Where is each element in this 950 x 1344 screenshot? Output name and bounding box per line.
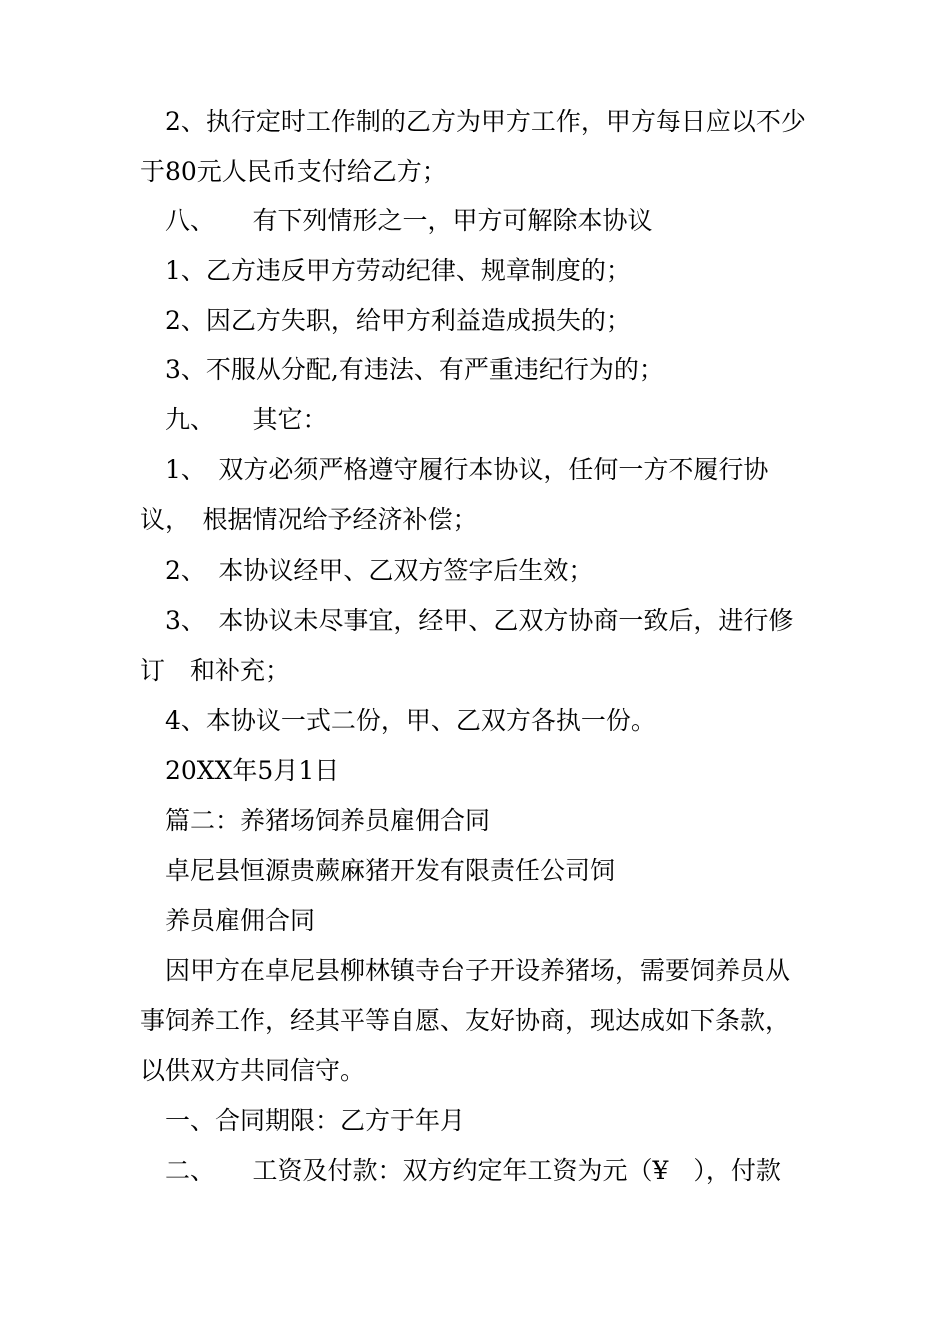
- paragraph-line: 于80元人民币支付给乙方；: [140, 157, 447, 186]
- paragraph-line: 以供双方共同信守。: [140, 1056, 366, 1085]
- paragraph-line: 4、本协议一式二份，甲、乙双方各执一份。: [165, 706, 656, 735]
- paragraph-line: 2、因乙方失职，给甲方利益造成损失的；: [165, 306, 631, 335]
- paragraph-line: 3、 本协议未尽事宜，经甲、乙双方协商一致后，进行修: [165, 606, 794, 635]
- paragraph-line: 订 和补充；: [140, 656, 291, 685]
- paragraph-line: 2、 本协议经甲、乙双方签字后生效；: [165, 556, 594, 585]
- paragraph-line: 1、 双方必须严格遵守履行本协议，任何一方不履行协: [165, 455, 769, 484]
- paragraph-line: 2、执行定时工作制的乙方为甲方工作，甲方每日应以不少: [165, 107, 806, 136]
- contract-title-line: 养员雇佣合同: [165, 906, 316, 935]
- paragraph-line: 二、 工资及付款：双方约定年工资为元（¥ ），付款: [165, 1156, 781, 1185]
- paragraph-line: 1、乙方违反甲方劳动纪律、规章制度的；: [165, 256, 631, 285]
- chapter-title: 篇二：养猪场饲养员雇佣合同: [165, 806, 491, 835]
- date-line: 20XX年5月1日: [165, 756, 340, 785]
- paragraph-line: 事饲养工作，经其平等自愿、友好协商，现达成如下条款，: [140, 1006, 791, 1035]
- paragraph-line: 议， 根据情况给予经济补偿；: [140, 505, 478, 534]
- contract-title-line: 卓尼县恒源贵蕨麻猪开发有限责任公司饲: [165, 856, 616, 885]
- section-heading: 八、 有下列情形之一，甲方可解除本协议: [165, 206, 653, 235]
- paragraph-line: 一、合同期限：乙方于年月: [165, 1106, 466, 1135]
- paragraph-line: 3、不服从分配,有违法、有严重违纪行为的；: [165, 355, 664, 384]
- paragraph-line: 因甲方在卓尼县柳林镇寺台子开设养猪场，需要饲养员从: [165, 956, 791, 985]
- section-heading: 九、 其它：: [165, 405, 328, 434]
